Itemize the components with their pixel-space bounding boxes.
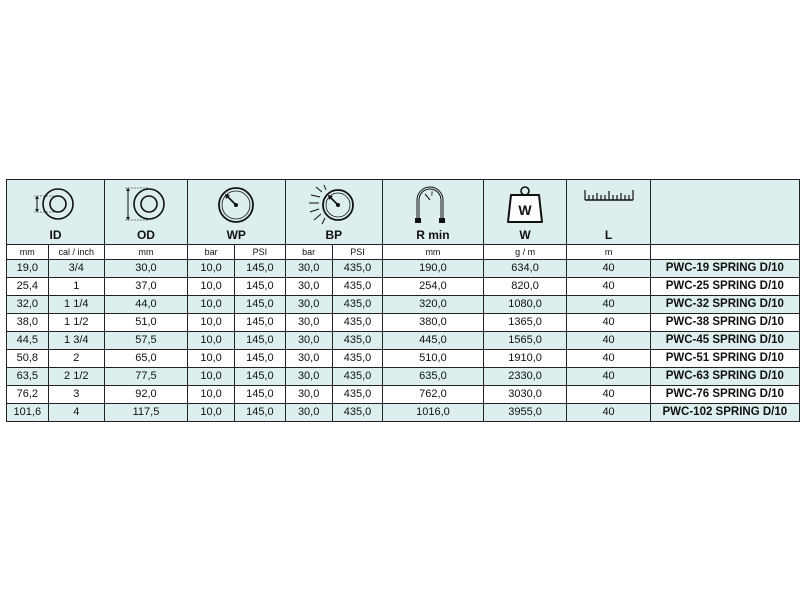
product-name-cell: PWC-76 SPRING D/10 <box>650 386 799 404</box>
cell-w: 1080,0 <box>483 296 567 314</box>
cell-l: 40 <box>567 296 650 314</box>
cell-l: 40 <box>567 278 650 296</box>
weight-icon-text: W <box>518 202 532 218</box>
cell-od: 44,0 <box>104 296 187 314</box>
cell-rmin: 380,0 <box>383 314 483 332</box>
cell-wp-bar: 10,0 <box>187 404 234 422</box>
cell-wp-psi: 145,0 <box>235 368 285 386</box>
unit-row <box>7 245 800 260</box>
cell-wp-psi: 145,0 <box>235 314 285 332</box>
cell-l: 40 <box>567 350 650 368</box>
product-name-cell: PWC-25 SPRING D/10 <box>650 278 799 296</box>
product-name-cell: PWC-63 SPRING D/10 <box>650 368 799 386</box>
cell-l: 40 <box>567 260 650 278</box>
length-ruler-icon <box>581 184 637 224</box>
bend-radius-icon <box>408 184 458 226</box>
cell-id-mm: 38,0 <box>7 314 49 332</box>
cell-bp-psi: 435,0 <box>332 260 382 278</box>
header-label-od: OD <box>136 228 155 242</box>
cell-id-inch: 3 <box>48 386 104 404</box>
cell-bp-bar: 30,0 <box>285 386 332 404</box>
cell-od: 117,5 <box>104 404 187 422</box>
cell-bp-psi: 435,0 <box>332 404 382 422</box>
cell-w: 1365,0 <box>483 314 567 332</box>
header-cell-wp <box>187 180 285 245</box>
cell-bp-bar: 30,0 <box>285 260 332 278</box>
cell-wp-bar: 10,0 <box>187 386 234 404</box>
cell-w: 1565,0 <box>483 332 567 350</box>
cell-id-inch: 1 1/2 <box>48 314 104 332</box>
cell-id-inch: 1 3/4 <box>48 332 104 350</box>
cell-wp-psi: 145,0 <box>235 296 285 314</box>
inner-diameter-icon <box>31 184 79 224</box>
cell-bp-psi: 435,0 <box>332 314 382 332</box>
cell-w: 820,0 <box>483 278 567 296</box>
cell-wp-bar: 10,0 <box>187 296 234 314</box>
table-row <box>7 368 800 386</box>
unit-cell: mm <box>7 245 49 260</box>
product-name-cell: PWC-51 SPRING D/10 <box>650 350 799 368</box>
cell-od: 92,0 <box>104 386 187 404</box>
cell-l: 40 <box>567 314 650 332</box>
table-row <box>7 278 800 296</box>
cell-wp-bar: 10,0 <box>187 368 234 386</box>
cell-w: 3030,0 <box>483 386 567 404</box>
working-pressure-gauge-icon <box>214 184 258 226</box>
header-label-id: ID <box>49 228 62 242</box>
header-cell-bp <box>285 180 383 245</box>
cell-wp-psi: 145,0 <box>235 278 285 296</box>
cell-id-mm: 76,2 <box>7 386 49 404</box>
cell-rmin: 1016,0 <box>383 404 483 422</box>
data-rows <box>7 260 800 422</box>
cell-w: 3955,0 <box>483 404 567 422</box>
table-row <box>7 332 800 350</box>
product-name-cell: PWC-19 SPRING D/10 <box>650 260 799 278</box>
cell-bp-bar: 30,0 <box>285 332 332 350</box>
svg-text:r: r <box>430 189 434 198</box>
cell-w: 634,0 <box>483 260 567 278</box>
table-row <box>7 314 800 332</box>
header-cell-l <box>567 180 650 245</box>
cell-od: 77,5 <box>104 368 187 386</box>
cell-id-inch: 3/4 <box>48 260 104 278</box>
cell-bp-bar: 30,0 <box>285 314 332 332</box>
table-row <box>7 296 800 314</box>
outer-diameter-icon <box>121 184 171 224</box>
unit-cell <box>650 245 799 260</box>
product-name-cell: PWC-38 SPRING D/10 <box>650 314 799 332</box>
cell-od: 30,0 <box>104 260 187 278</box>
cell-rmin: 190,0 <box>383 260 483 278</box>
cell-l: 40 <box>567 368 650 386</box>
cell-id-inch: 2 <box>48 350 104 368</box>
cell-rmin: 445,0 <box>383 332 483 350</box>
burst-pressure-gauge-icon <box>306 184 362 226</box>
cell-od: 57,5 <box>104 332 187 350</box>
product-name-cell: PWC-45 SPRING D/10 <box>650 332 799 350</box>
cell-id-mm: 101,6 <box>7 404 49 422</box>
header-label-wp: WP <box>226 228 246 242</box>
cell-w: 1910,0 <box>483 350 567 368</box>
cell-wp-bar: 10,0 <box>187 314 234 332</box>
unit-cell: mm <box>383 245 483 260</box>
cell-wp-psi: 145,0 <box>235 350 285 368</box>
cell-id-mm: 25,4 <box>7 278 49 296</box>
cell-bp-bar: 30,0 <box>285 404 332 422</box>
unit-cell: bar <box>187 245 234 260</box>
cell-id-mm: 32,0 <box>7 296 49 314</box>
cell-l: 40 <box>567 404 650 422</box>
cell-l: 40 <box>567 386 650 404</box>
product-name-cell: PWC-32 SPRING D/10 <box>650 296 799 314</box>
table-row <box>7 386 800 404</box>
cell-id-mm: 19,0 <box>7 260 49 278</box>
unit-cell: PSI <box>235 245 285 260</box>
cell-rmin: 510,0 <box>383 350 483 368</box>
cell-rmin: 635,0 <box>383 368 483 386</box>
table-row <box>7 350 800 368</box>
cell-od: 65,0 <box>104 350 187 368</box>
cell-bp-psi: 435,0 <box>332 278 382 296</box>
cell-rmin: 762,0 <box>383 386 483 404</box>
hose-spec-table <box>6 179 800 422</box>
cell-wp-bar: 10,0 <box>187 350 234 368</box>
icon-header-row <box>7 180 800 245</box>
cell-id-mm: 50,8 <box>7 350 49 368</box>
unit-cell: bar <box>285 245 332 260</box>
unit-cell: g / m <box>483 245 567 260</box>
cell-bp-bar: 30,0 <box>285 296 332 314</box>
header-label-rmin: R min <box>416 228 450 242</box>
cell-rmin: 320,0 <box>383 296 483 314</box>
header-cell-name <box>650 180 799 245</box>
cell-bp-psi: 435,0 <box>332 368 382 386</box>
cell-wp-psi: 145,0 <box>235 332 285 350</box>
cell-id-inch: 1 <box>48 278 104 296</box>
unit-cell: PSI <box>332 245 382 260</box>
cell-id-mm: 63,5 <box>7 368 49 386</box>
unit-cell: mm <box>104 245 187 260</box>
cell-bp-psi: 435,0 <box>332 386 382 404</box>
cell-wp-bar: 10,0 <box>187 260 234 278</box>
cell-id-inch: 4 <box>48 404 104 422</box>
header-cell-id <box>7 180 105 245</box>
cell-bp-psi: 435,0 <box>332 350 382 368</box>
cell-l: 40 <box>567 332 650 350</box>
cell-wp-psi: 145,0 <box>235 260 285 278</box>
product-name-cell: PWC-102 SPRING D/10 <box>650 404 799 422</box>
unit-cell: m <box>567 245 650 260</box>
cell-rmin: 254,0 <box>383 278 483 296</box>
header-cell-od <box>104 180 187 245</box>
table-row <box>7 404 800 422</box>
weight-icon <box>503 184 547 226</box>
cell-bp-bar: 30,0 <box>285 368 332 386</box>
header-label-l: L <box>604 228 613 242</box>
cell-w: 2330,0 <box>483 368 567 386</box>
cell-id-mm: 44,5 <box>7 332 49 350</box>
header-label-w: W <box>519 228 531 242</box>
cell-wp-bar: 10,0 <box>187 332 234 350</box>
cell-bp-psi: 435,0 <box>332 296 382 314</box>
cell-bp-bar: 30,0 <box>285 278 332 296</box>
cell-bp-bar: 30,0 <box>285 350 332 368</box>
cell-wp-bar: 10,0 <box>187 278 234 296</box>
cell-wp-psi: 145,0 <box>235 386 285 404</box>
header-cell-rmin <box>383 180 483 245</box>
cell-bp-psi: 435,0 <box>332 332 382 350</box>
header-cell-w <box>483 180 567 245</box>
cell-id-inch: 2 1/2 <box>48 368 104 386</box>
cell-od: 37,0 <box>104 278 187 296</box>
table-row <box>7 260 800 278</box>
unit-cell: cal / inch <box>48 245 104 260</box>
cell-wp-psi: 145,0 <box>235 404 285 422</box>
cell-id-inch: 1 1/4 <box>48 296 104 314</box>
header-label-bp: BP <box>325 228 343 242</box>
cell-od: 51,0 <box>104 314 187 332</box>
